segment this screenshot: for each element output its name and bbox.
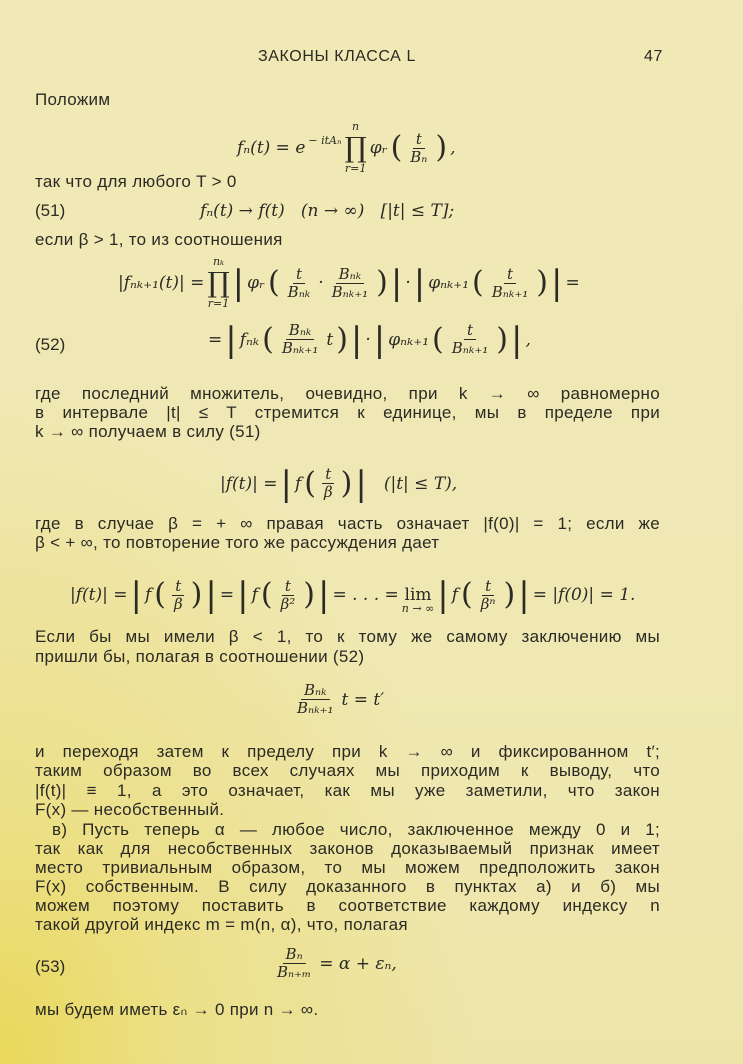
formula-part: | <box>225 319 237 360</box>
formula-part: fₙ(t) = e <box>237 138 306 158</box>
formula-part: (|t| ≤ T), <box>383 473 458 494</box>
formula-part: t <box>172 578 184 596</box>
formula-part: Bₙₖ <box>286 322 315 340</box>
formula-part: Bₙ₊ₘ <box>277 963 312 981</box>
formula-part: Bₙₖ₊₁ <box>331 282 369 301</box>
formula-part: ( <box>472 265 484 300</box>
fraction <box>171 578 186 613</box>
fraction <box>285 266 314 301</box>
text-line: где последний множитель, очевидно, при k → ∞ равномерно <box>35 384 660 403</box>
formula-part: nₖ <box>212 255 225 268</box>
text-line: если β > 1, то из соотношения <box>35 230 283 249</box>
formula-part: ) <box>536 265 548 300</box>
formula-part: · <box>405 273 411 293</box>
formula-abs <box>220 463 458 504</box>
formula-part: βⁿ <box>480 594 496 613</box>
formula-part: = |f(0)| = 1. <box>532 585 636 605</box>
formula-part: t <box>413 131 425 149</box>
formula-part: ∏ <box>344 131 367 164</box>
formula-fn <box>237 120 456 176</box>
formula-part: · <box>318 273 324 293</box>
formula-part: Bₙₖ₊₁ <box>297 699 334 717</box>
formula-part: β <box>323 483 333 501</box>
formula-part: ( <box>390 130 403 165</box>
formula-part: t <box>322 466 334 484</box>
fraction <box>407 131 430 166</box>
formula-part: lim <box>404 585 432 605</box>
formula-part: ) <box>340 465 353 501</box>
formula-part: | <box>437 575 449 615</box>
formula-part: | <box>550 263 563 303</box>
fraction <box>449 322 492 357</box>
formula-part: φₙₖ₊₁ <box>388 329 430 350</box>
formula-part: φᵣ <box>369 138 388 158</box>
formula-52-line2 <box>208 319 531 360</box>
formula-part: ( <box>461 577 473 612</box>
formula-part: ) <box>503 577 516 612</box>
text-line: пришли бы, полагая в соотношении (52) <box>35 647 365 666</box>
formula-part: Bₙₖ <box>336 266 365 284</box>
formula-part: − itAₙ <box>308 133 342 147</box>
formula-part: t <box>326 329 334 350</box>
formula-part: f <box>451 585 459 605</box>
formula-52-line1 <box>118 255 580 311</box>
formula-part: | <box>350 319 363 360</box>
formula-part: Bₙₖ <box>301 682 330 700</box>
fraction <box>278 578 299 613</box>
formula-part: | <box>280 463 292 504</box>
text-line: мы будем иметь εₙ → 0 при n → ∞. <box>35 1000 319 1019</box>
formula-part: ( <box>262 321 274 357</box>
formula-part: ( <box>304 465 316 501</box>
formula-part: ( <box>432 321 444 357</box>
formula-part: = <box>208 329 223 350</box>
text-line: место тривиальным образом, то мы можем предположить закон <box>35 858 660 877</box>
text-line: можем поэтому поставить в соответствие каждому индексу n <box>35 896 660 915</box>
formula-part: |fₙₖ₊₁(t)| = <box>118 273 205 293</box>
formula-part: , <box>525 329 531 350</box>
formula-part: n <box>352 120 360 133</box>
text-line: β < + ∞, то повторение того же рассуждения дает <box>35 533 440 552</box>
formula-part: | <box>237 575 249 615</box>
formula-part: | <box>232 263 245 303</box>
formula-part: f <box>251 585 258 605</box>
formula-part: | <box>355 463 367 504</box>
formula-part: t <box>293 266 305 284</box>
formula-part: = <box>565 273 580 293</box>
formula-part: = <box>219 585 235 605</box>
formula-part: β <box>173 594 183 613</box>
formula-part: ( <box>267 265 280 300</box>
formula-part: ) <box>190 577 203 612</box>
formula-part: ( <box>154 577 166 612</box>
text-line: такой другой индекс m = m(n, α), что, полагая <box>35 915 408 934</box>
formula-part: | <box>205 575 217 615</box>
formula-part: ) <box>435 130 448 165</box>
formula-part: ( <box>260 577 273 612</box>
formula-part: | <box>518 575 530 615</box>
formula-part: |f(t)| = <box>220 473 278 494</box>
formula-part: | <box>413 263 426 303</box>
formula-part: Bₙ <box>410 147 428 166</box>
formula-part: | <box>511 319 523 360</box>
formula-51: fₙ(t) → f(t) (n → ∞) [|t| ≤ T]; <box>200 201 455 221</box>
fraction <box>489 266 532 301</box>
formula-part: Bₙₖ <box>287 282 311 301</box>
fraction <box>478 578 499 613</box>
text-line: и переходя затем к пределу при k → ∞ и фиксированном t′; <box>35 742 660 761</box>
formula-part: | <box>373 319 386 360</box>
page-number: 47 <box>644 48 663 65</box>
formula-part: | <box>130 575 142 615</box>
formula-part: ∏ <box>207 266 230 299</box>
text-line: так что для любого T > 0 <box>35 172 237 191</box>
text-line: Если бы мы имели β < 1, то к тому же самому заключению мы <box>35 627 660 646</box>
formula-chain <box>70 574 635 616</box>
formula-part: f <box>144 585 152 605</box>
text-line: Положим <box>35 90 111 109</box>
fraction <box>279 322 322 357</box>
formula-part: φₙₖ₊₁ <box>428 273 470 293</box>
formula-part: Bₙₖ₊₁ <box>451 339 489 357</box>
formula-part: | <box>317 575 330 615</box>
formula-part: |f(t)| = <box>70 585 128 605</box>
formula-part: = α + εₙ, <box>319 953 397 974</box>
product-symbol <box>207 255 229 311</box>
formula-part: ) <box>496 321 508 357</box>
formula-part: = . . . = <box>332 585 399 605</box>
text-line: где в случае β = + ∞ правая часть означает |f(0)| = 1; если же <box>35 514 660 533</box>
fraction <box>329 266 372 301</box>
formula-part: ) <box>303 577 315 612</box>
formula-part: | <box>390 263 403 303</box>
formula-part: f <box>294 473 302 494</box>
text-line: в интервале |t| ≤ T стремится к единице, мы в пределе при <box>35 403 660 422</box>
formula-part: φᵣ <box>247 273 265 293</box>
formula-part: ) <box>336 321 348 357</box>
formula-part: ) <box>376 265 388 300</box>
formula-tprime <box>292 682 384 717</box>
limit-operator <box>401 585 435 616</box>
fraction <box>294 682 337 717</box>
text-line: так как для несобственных законов доказываемый признак имеет <box>35 839 660 858</box>
text-line: таким образом во всех случаях мы приходим к выводу, что <box>35 761 660 780</box>
formula-part: Bₙₖ₊₁ <box>491 282 529 301</box>
running-header: ЗАКОНЫ КЛАССА L <box>258 48 416 65</box>
formula-part: n → ∞ <box>401 602 435 615</box>
formula-part: Bₙₖ₊₁ <box>281 339 319 357</box>
product-symbol <box>344 120 366 176</box>
formula-part: t = t′ <box>341 689 385 710</box>
fraction <box>274 946 314 981</box>
formula-part: · <box>365 329 371 350</box>
equation-label: (51) <box>35 201 66 220</box>
equation-label: (52) <box>35 335 66 354</box>
formula-part: Bₙ <box>283 946 306 964</box>
formula-part: r=1 <box>207 297 230 310</box>
text-line: F(x) собственным. В силу доказанного в пунктах а) и б) мы <box>35 877 660 896</box>
formula-part: t <box>504 266 516 284</box>
formula-part: fₙₖ <box>239 329 260 350</box>
formula-part: t <box>282 578 294 596</box>
formula-part: t <box>482 578 494 596</box>
formula-part: r=1 <box>344 162 367 175</box>
text-line: F(x) — несобственный. <box>35 800 225 819</box>
text-line: k → ∞ получаем в силу (51) <box>35 422 261 441</box>
formula-53 <box>272 946 397 981</box>
formula-part: β² <box>280 594 296 613</box>
formula-part: , <box>450 138 456 158</box>
equation-label: (53) <box>35 957 66 976</box>
text-line: в) Пусть теперь α — любое число, заключенное между 0 и 1; <box>52 820 660 839</box>
text-line: |f(t)| ≡ 1, а это означает, как мы уже заметили, что закон <box>35 781 660 800</box>
formula-part: t <box>464 322 476 340</box>
fraction <box>321 466 336 501</box>
